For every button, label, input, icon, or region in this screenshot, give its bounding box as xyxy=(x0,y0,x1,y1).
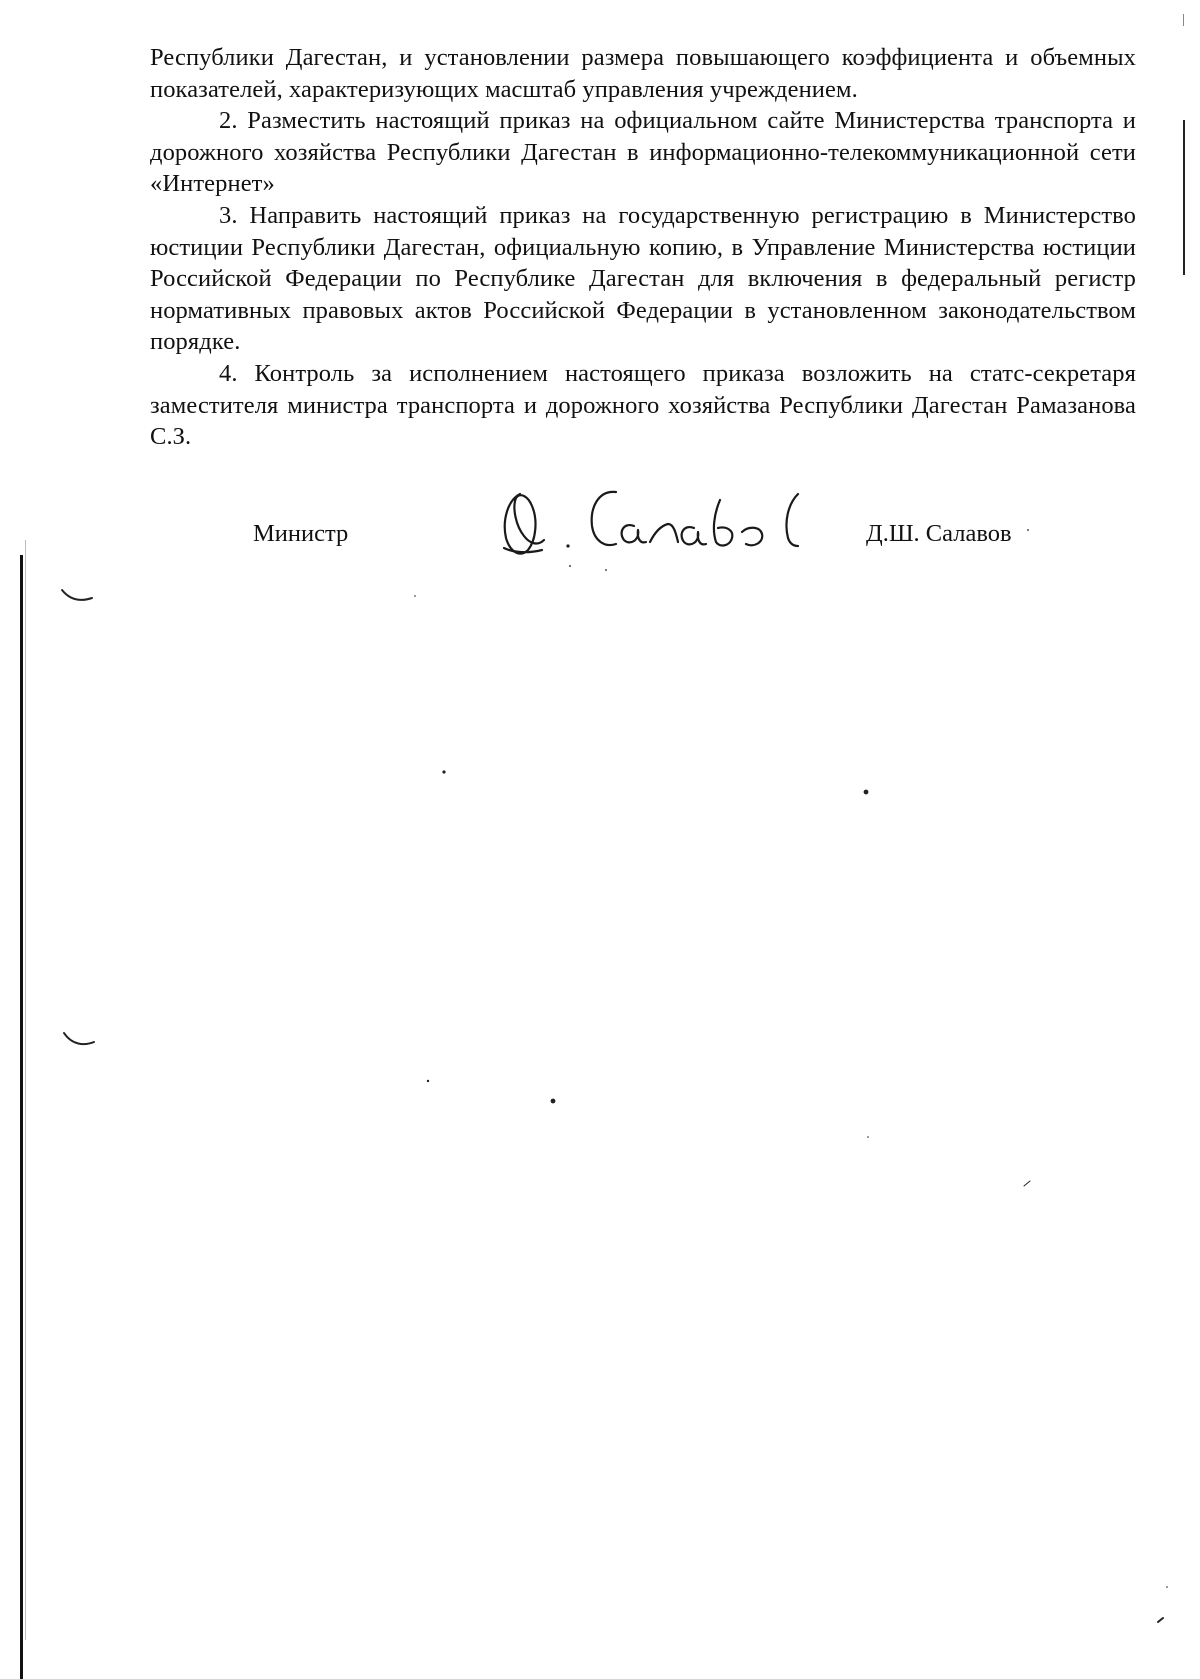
scan-dot-8 xyxy=(1166,1586,1168,1588)
scan-dot-7 xyxy=(605,569,607,571)
paragraph-4: 4. Контроль за исполнением настоящего приказа возложить на статс-секретаря заместителя министра транспорта и дорожного хозяйства Республики Дагестан Рамазанова С.З. xyxy=(150,359,1136,451)
scan-dot-1 xyxy=(551,1099,556,1104)
paragraph-2: 2. Разместить настоящий приказ на официальном сайте Министерства транспорта и дорожного хозяйства Республики Дагестан в информационно-телекоммуникационной сети «Интернет» xyxy=(150,107,1136,198)
paragraph-3: 3. Направить настоящий приказ на государственную регистрацию в Министерство юстиции Республики Дагестан, официальную копию, в Управление Министерства юстиции Российской Федерации по Республике Дагестан для включения в федеральный регистр нормативных правовых актов Российской Федерации в установленном законодательством порядке. xyxy=(150,201,1136,356)
paragraph-continuation: Республики Дагестан, и установлении размера повышающего коэффициента и объемных показателей, характеризующих масштаб управления учреждением. xyxy=(150,44,1136,103)
signer-name: Д.Ш. Салавов xyxy=(866,520,1012,547)
signer-title: Министр xyxy=(253,520,349,547)
scan-dot-2 xyxy=(427,1080,429,1082)
scan-smudge-left-top xyxy=(62,590,92,600)
scan-dot-3 xyxy=(864,790,869,795)
scan-dot-5 xyxy=(414,595,416,597)
scan-dot-4 xyxy=(442,770,445,773)
scan-smudge-right xyxy=(1024,1181,1030,1186)
scan-smudge-left-bottom xyxy=(64,1033,94,1044)
scan-dot-6 xyxy=(867,1136,869,1138)
scan-dot-9 xyxy=(1027,529,1029,531)
scan-smudge-bottom-right xyxy=(1158,1618,1163,1622)
